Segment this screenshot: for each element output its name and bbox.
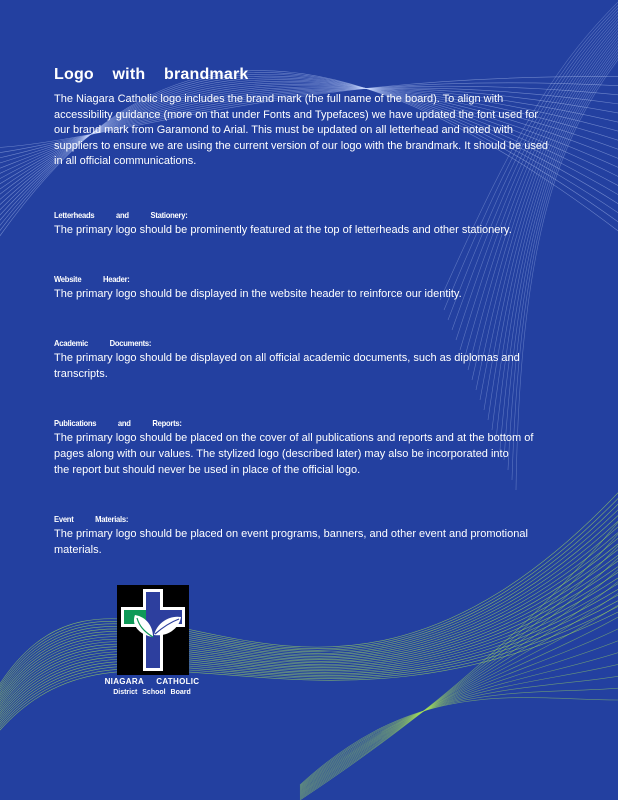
wave-line-right bbox=[300, 652, 618, 789]
section-body: The primary logo should be placed on event programs, banners, and other event and promotional materials. bbox=[54, 527, 528, 556]
section-heading: Letterheads and Stationery: bbox=[54, 209, 188, 220]
section-body: The primary logo should be prominently featured at the top of letterheads and other stationery. bbox=[54, 223, 512, 236]
logo-line-1: NIAGARA CATHOLIC bbox=[104, 677, 200, 686]
section-academic-documents bbox=[54, 338, 554, 382]
wave-line-bottom bbox=[0, 606, 618, 742]
logo-line-2: District School Board bbox=[113, 689, 191, 696]
section-heading: Website Header: bbox=[54, 273, 130, 284]
wave-line-bottom bbox=[0, 540, 618, 720]
wave-line-right bbox=[300, 676, 618, 787]
section-letterheads bbox=[54, 210, 554, 238]
wave-line-bottom bbox=[0, 564, 618, 728]
wave-line-bottom bbox=[0, 546, 618, 722]
niagara-catholic-logo bbox=[117, 585, 189, 675]
page-title: Logo with brandmark bbox=[54, 66, 249, 83]
section-website-header bbox=[54, 274, 554, 302]
wave-line-right bbox=[300, 544, 618, 798]
wave-line-bottom bbox=[0, 558, 618, 726]
section-heading: Event Materials: bbox=[54, 513, 129, 524]
cross-leaf-icon bbox=[117, 585, 189, 675]
section-publications bbox=[54, 418, 554, 478]
wave-line-right bbox=[300, 698, 618, 785]
main-content bbox=[54, 66, 554, 558]
section-body: The primary logo should be displayed in the website header to reinforce our identity. bbox=[54, 287, 462, 300]
section-body: The primary logo should be displayed on all official academic documents, such as diplomas and transcripts. bbox=[54, 351, 520, 380]
section-heading: Publications and Reports: bbox=[54, 417, 182, 428]
section-event-materials bbox=[54, 514, 554, 558]
intro-paragraph: The Niagara Catholic logo includes the brand mark (the full name of the board). To align with accessibility guidance (more on that under Fonts and Typefaces) we have updated the font used for our brand mark from Garamond to Arial. This must be updated on all letterhead and noted with suppliers to ensure we are using the current version of our logo with the brandmark. It should be used in all official communications. bbox=[54, 93, 549, 167]
section-heading: Academic Documents: bbox=[54, 337, 152, 348]
section-body: The primary logo should be placed on the cover of all publications and reports and at the bottom of pages along with our values. The stylized logo (described later) may also be incorporated into bbox=[54, 431, 534, 460]
wave-line-bottom bbox=[0, 534, 618, 718]
section-body-continued: the report but should never be used in place of the official logo. bbox=[54, 463, 361, 476]
logo-wordmark bbox=[100, 676, 204, 698]
wave-line-bottom bbox=[0, 552, 618, 724]
